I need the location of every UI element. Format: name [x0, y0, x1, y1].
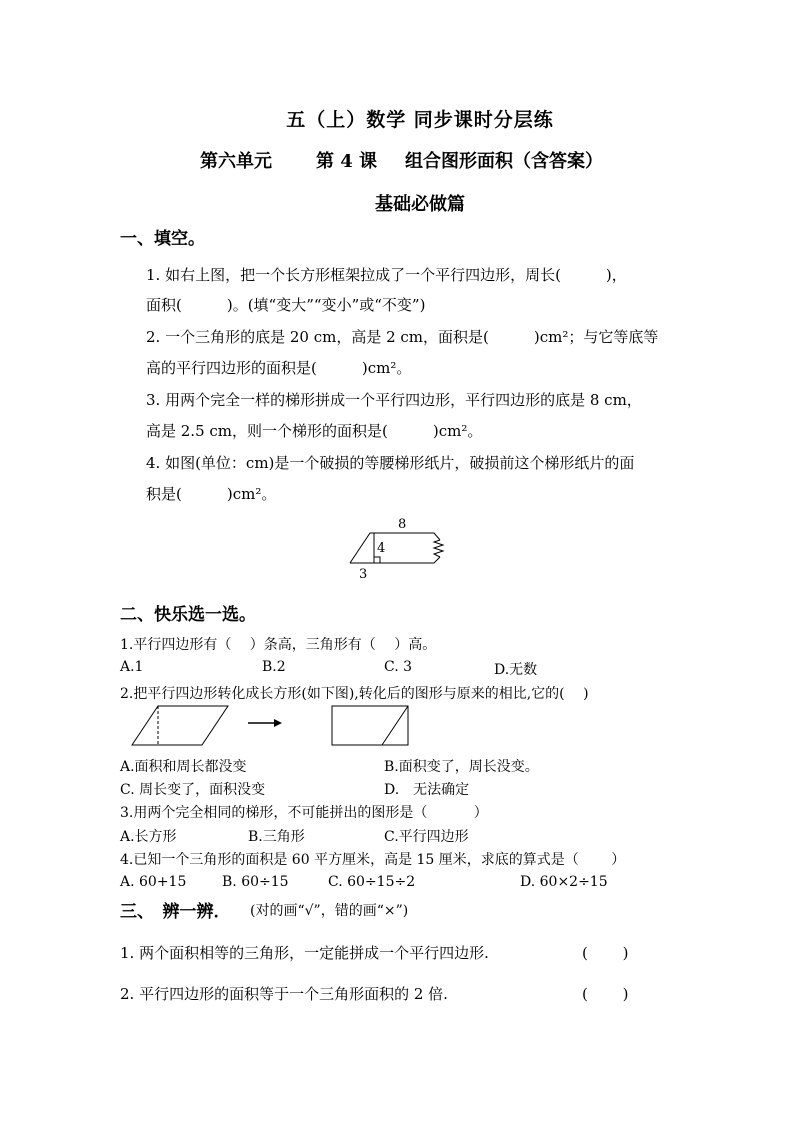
s3-q2: 2. 平行四边形的面积等于一个三角形面积的 2 倍. — [120, 985, 448, 1003]
level-title: 基础必做篇 — [375, 194, 465, 215]
subtitle-topic: 组合图形面积（含答案） — [405, 151, 603, 172]
s2-q2-opt-c: C. 周长变了，面积没变 — [120, 782, 266, 798]
s1-q3-line1: 3. 用两个完全一样的梯形拼成一个平行四边形，平行四边形的底是 8 cm， — [146, 391, 642, 409]
section-3-note: (对的画“√”，错的画“×”) — [250, 903, 409, 919]
fig-top-label: 8 — [398, 517, 407, 532]
parallelogram-to-rectangle-diagram — [120, 703, 420, 749]
s2-q2-opt-b: B.面积变了，周长没变。 — [384, 759, 539, 775]
s1-q1-line2: 面积( )。(填“变大”“变小”或“不变”) — [146, 296, 426, 314]
s2-q1-opt-c: C. 3 — [384, 659, 413, 675]
fig-bottom-label: 3 — [359, 567, 368, 582]
s2-q1-opt-b: B.2 — [262, 659, 286, 675]
s2-q3-opt-c: C.平行四边形 — [384, 829, 469, 845]
section-1-heading: 一、填空。 — [120, 229, 205, 249]
s1-q3-line2: 高是 2.5 cm，则一个梯形的面积是( )cm²。 — [146, 422, 483, 440]
s2-q2-opt-d: D. 无法确定 — [384, 782, 470, 798]
s2-q1-opt-a: A.1 — [120, 659, 144, 675]
s2-q4: 4.已知一个三角形的面积是 60 平方厘米，高是 15 厘米，求底的算式是（ ） — [120, 852, 626, 868]
s2-q2: 2.把平行四边形转化成长方形(如下图),转化后的图形与原来的相比,它的( ) — [120, 686, 589, 702]
section-3-heading: 三、 辨一辨． — [120, 902, 231, 922]
s2-q1-opt-d: D.无数 — [494, 662, 538, 678]
s1-q4-line2: 积是( )cm²。 — [146, 485, 277, 503]
page-title: 五（上）数学 同步课时分层练 — [286, 109, 554, 131]
broken-trapezoid-figure — [340, 512, 460, 582]
s3-q2-answer-blank[interactable]: ( ) — [582, 985, 629, 1003]
subtitle-unit: 第六单元 — [200, 151, 272, 172]
s2-q4-opt-a: A. 60+15 — [120, 874, 187, 890]
s2-q4-opt-b: B. 60÷15 — [222, 874, 289, 890]
s2-q4-opt-d: D. 60×2÷15 — [520, 874, 608, 890]
section-2-heading: 二、快乐选一选。 — [120, 605, 256, 625]
s3-q1-answer-blank[interactable]: ( ) — [582, 944, 629, 962]
fig-height-label: 4 — [377, 541, 386, 556]
s2-q2-opt-a: A.面积和周长都没变 — [120, 759, 247, 775]
s2-q1: 1.平行四边形有（ ）条高，三角形有（ ）高。 — [120, 637, 437, 653]
s2-q3-opt-a: A.长方形 — [120, 829, 177, 845]
subtitle-lesson: 第 4 课 — [316, 151, 378, 172]
s2-q3: 3.用两个完全相同的梯形，不可能拼出的图形是（ ） — [120, 805, 488, 821]
s1-q4-line1: 4. 如图(单位：cm)是一个破损的等腰梯形纸片，破损前这个梯形纸片的面 — [146, 454, 635, 472]
s3-q1: 1. 两个面积相等的三角形，一定能拼成一个平行四边形. — [120, 944, 489, 962]
s2-q3-opt-b: B.三角形 — [248, 829, 305, 845]
s2-q4-opt-c: C. 60÷15÷2 — [328, 874, 416, 890]
s1-q2-line2: 高的平行四边形的面积是( )cm²。 — [146, 359, 412, 377]
s1-q1-line1: 1. 如右上图，把一个长方形框架拉成了一个平行四边形，周长( )， — [146, 266, 627, 284]
s1-q2-line1: 2. 一个三角形的底是 20 cm，高是 2 cm，面积是( )cm²；与它等底等 — [146, 328, 659, 346]
